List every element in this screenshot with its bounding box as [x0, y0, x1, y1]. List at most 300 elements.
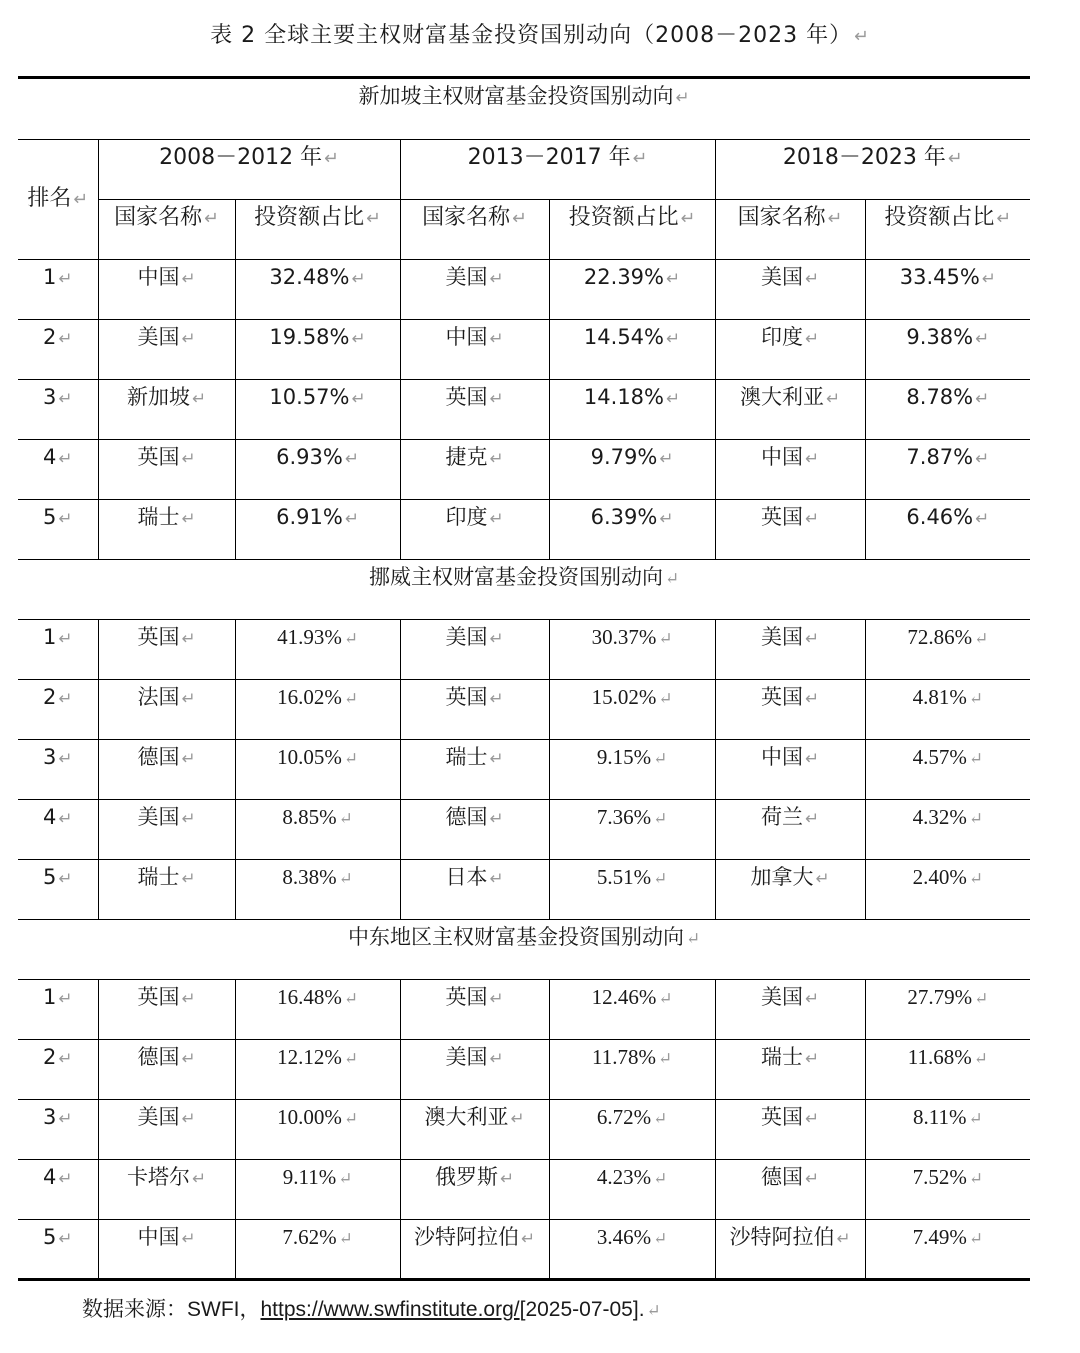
rank-cell-text: 1 [43, 985, 57, 1009]
paragraph-mark-icon: ↵ [512, 209, 527, 229]
share-column-header-text: 投资额占比 [568, 205, 679, 230]
paragraph-mark-icon: ↵ [804, 328, 820, 348]
paragraph-mark-icon: ↵ [653, 1169, 668, 1188]
country-cell-text: 荷兰 [760, 805, 803, 829]
share-cell [865, 500, 1030, 560]
paragraph-mark-icon: ↵ [338, 1229, 353, 1248]
share-cell-text: 14.54% [583, 325, 664, 349]
country-column-header-text: 国家名称 [737, 205, 826, 230]
paragraph-mark-icon: ↵ [181, 808, 196, 828]
country-cell-text: 中国 [137, 1225, 180, 1249]
period-header-text: 2008－2012 年 [159, 145, 323, 170]
country-cell [98, 380, 235, 440]
rank-cell [18, 1160, 98, 1220]
share-cell-text: 33.45% [899, 265, 980, 289]
country-cell [400, 260, 549, 320]
share-cell-text: 11.68% [907, 1045, 972, 1069]
paragraph-mark-icon: ↵ [343, 989, 358, 1008]
caption-text: 表 2 全球主要主权财富基金投资国别动向（2008－2023 年） [210, 23, 853, 48]
share-cell-text: 6.91% [276, 505, 343, 529]
paragraph-mark-icon: ↵ [181, 328, 196, 348]
country-cell [98, 440, 235, 500]
country-cell-text: 瑞士 [445, 745, 488, 769]
country-column-header [98, 200, 235, 260]
country-cell-text: 美国 [760, 625, 803, 649]
table-caption [0, 18, 1080, 54]
paragraph-mark-icon: ↵ [804, 1168, 820, 1188]
table-row [18, 440, 1030, 500]
rank-cell-text: 3 [43, 1105, 57, 1129]
paragraph-mark-icon: ↵ [489, 268, 504, 288]
paragraph-mark-icon: ↵ [181, 988, 196, 1008]
share-cell [865, 1040, 1030, 1100]
table-row [18, 1040, 1030, 1100]
country-cell-text: 英国 [445, 685, 488, 709]
paragraph-mark-icon: ↵ [968, 749, 983, 768]
paragraph-mark-icon: ↵ [343, 629, 358, 648]
share-cell [549, 620, 715, 680]
share-cell [865, 1220, 1030, 1280]
share-cell [549, 800, 715, 860]
rank-cell [18, 260, 98, 320]
rank-cell [18, 320, 98, 380]
paragraph-mark-icon: ↵ [489, 1048, 504, 1068]
paragraph-mark-icon: ↵ [975, 448, 990, 468]
paragraph-mark-icon: ↵ [804, 508, 820, 528]
country-cell [400, 320, 549, 380]
share-column-header [549, 200, 715, 260]
share-cell-text: 9.11% [282, 1165, 337, 1189]
share-cell-text: 4.23% [596, 1165, 652, 1189]
country-cell-text: 加拿大 [750, 865, 814, 889]
section-title-text: 挪威主权财富基金投资国别动向 [369, 565, 664, 589]
paragraph-mark-icon: ↵ [58, 388, 73, 408]
section-title [18, 78, 1030, 140]
share-cell [235, 740, 400, 800]
country-cell [98, 500, 235, 560]
country-cell [715, 1160, 865, 1220]
paragraph-mark-icon: ↵ [181, 268, 196, 288]
share-cell [235, 1100, 400, 1160]
paragraph-mark-icon: ↵ [825, 388, 841, 408]
section-title-row [18, 920, 1030, 980]
table-row [18, 260, 1030, 320]
paragraph-mark-icon: ↵ [947, 149, 963, 169]
share-cell-text: 2.40% [912, 865, 967, 889]
share-cell-text: 7.52% [912, 1165, 967, 1189]
section-title-row [18, 78, 1030, 140]
rank-cell-text: 3 [43, 745, 57, 769]
share-cell [235, 260, 400, 320]
paragraph-mark-icon: ↵ [489, 388, 504, 408]
period-header [400, 140, 715, 200]
share-cell-text: 10.00% [277, 1105, 342, 1129]
country-cell-text: 俄罗斯 [434, 1165, 498, 1189]
paragraph-mark-icon: ↵ [968, 1109, 983, 1128]
share-cell-text: 7.87% [906, 445, 974, 469]
paragraph-mark-icon: ↵ [344, 448, 359, 468]
paragraph-mark-icon: ↵ [653, 749, 668, 768]
country-column-header-text: 国家名称 [422, 205, 511, 230]
share-cell-text: 10.57% [269, 385, 350, 409]
paragraph-mark-icon: ↵ [975, 508, 990, 528]
share-cell [865, 860, 1030, 920]
rank-cell [18, 1100, 98, 1160]
paragraph-mark-icon: ↵ [659, 448, 674, 468]
paragraph-mark-icon: ↵ [58, 868, 73, 888]
share-cell [549, 380, 715, 440]
paragraph-mark-icon: ↵ [58, 808, 73, 828]
paragraph-mark-icon: ↵ [632, 149, 648, 169]
country-cell [400, 680, 549, 740]
paragraph-mark-icon: ↵ [489, 688, 504, 708]
share-cell [549, 1040, 715, 1100]
country-cell-text: 美国 [137, 1105, 180, 1129]
paragraph-mark-icon: ↵ [489, 988, 504, 1008]
rank-cell-text: 1 [43, 265, 57, 289]
country-cell [98, 800, 235, 860]
paragraph-mark-icon: ↵ [804, 988, 820, 1008]
country-cell-text: 英国 [137, 985, 180, 1009]
paragraph-mark-icon: ↵ [343, 689, 358, 708]
share-cell [549, 500, 715, 560]
paragraph-mark-icon: ↵ [58, 748, 73, 768]
table-row [18, 680, 1030, 740]
paragraph-mark-icon: ↵ [499, 1168, 515, 1188]
paragraph-mark-icon: ↵ [489, 868, 504, 888]
source-prefix: 数据来源： [82, 1297, 187, 1321]
share-cell-text: 30.37% [591, 625, 657, 649]
investment-table [18, 76, 1030, 1281]
share-cell-text: 16.48% [277, 985, 342, 1009]
share-cell [235, 860, 400, 920]
share-cell-text: 3.46% [596, 1225, 652, 1249]
country-cell-text: 瑞士 [760, 1045, 803, 1069]
paragraph-mark-icon: ↵ [675, 87, 690, 107]
share-cell [235, 680, 400, 740]
paragraph-mark-icon: ↵ [968, 869, 983, 888]
country-cell-text: 英国 [137, 625, 180, 649]
paragraph-mark-icon: ↵ [653, 869, 668, 888]
country-cell-text: 卡塔尔 [126, 1165, 190, 1189]
paragraph-mark-icon: ↵ [968, 689, 983, 708]
paragraph-mark-icon: ↵ [191, 1168, 207, 1188]
rank-cell [18, 500, 98, 560]
section-title-text: 新加坡主权财富基金投资国别动向 [358, 84, 674, 108]
country-cell-text: 法国 [137, 685, 180, 709]
share-cell [235, 1220, 400, 1280]
paragraph-mark-icon: ↵ [981, 268, 996, 288]
share-cell-text: 6.93% [276, 445, 343, 469]
share-cell [235, 1160, 400, 1220]
paragraph-mark-icon: ↵ [489, 328, 504, 348]
country-cell [715, 980, 865, 1040]
country-cell-text: 英国 [760, 1105, 803, 1129]
country-cell [400, 800, 549, 860]
paragraph-mark-icon: ↵ [58, 508, 73, 528]
share-cell-text: 72.86% [907, 625, 973, 649]
share-cell-text: 5.51% [596, 865, 652, 889]
paragraph-mark-icon: ↵ [181, 628, 196, 648]
paragraph-mark-icon: ↵ [58, 268, 73, 288]
country-cell-text: 美国 [445, 625, 488, 649]
paragraph-mark-icon: ↵ [973, 1049, 988, 1068]
paragraph-mark-icon: ↵ [653, 809, 668, 828]
country-cell [400, 980, 549, 1040]
share-cell [865, 380, 1030, 440]
rank-cell-text: 3 [43, 385, 57, 409]
country-cell [715, 440, 865, 500]
paragraph-mark-icon: ↵ [351, 388, 366, 408]
paragraph-mark-icon: ↵ [815, 868, 830, 888]
paragraph-mark-icon: ↵ [975, 388, 990, 408]
country-cell [98, 980, 235, 1040]
share-cell-text: 10.05% [277, 745, 342, 769]
country-cell-text: 德国 [760, 1165, 803, 1189]
share-cell [235, 620, 400, 680]
share-cell [235, 800, 400, 860]
paragraph-mark-icon: ↵ [181, 1108, 196, 1128]
country-cell [98, 740, 235, 800]
share-cell [865, 800, 1030, 860]
share-cell [865, 260, 1030, 320]
paragraph-mark-icon: ↵ [181, 868, 196, 888]
paragraph-mark-icon: ↵ [974, 629, 989, 648]
paragraph-mark-icon: ↵ [968, 1169, 983, 1188]
share-cell [865, 1160, 1030, 1220]
paragraph-mark-icon: ↵ [181, 688, 196, 708]
share-column-header-text: 投资额占比 [254, 205, 365, 230]
rank-cell [18, 740, 98, 800]
share-column-header-text: 投资额占比 [884, 205, 995, 230]
paragraph-mark-icon: ↵ [653, 1229, 668, 1248]
country-cell [715, 1100, 865, 1160]
paragraph-mark-icon: ↵ [338, 1169, 353, 1188]
share-cell-text: 19.58% [269, 325, 350, 349]
share-cell-text: 11.78% [591, 1045, 656, 1069]
country-cell [715, 1220, 865, 1280]
country-cell [400, 740, 549, 800]
paragraph-mark-icon: ↵ [968, 1229, 983, 1248]
share-cell [235, 980, 400, 1040]
table-row [18, 500, 1030, 560]
paragraph-mark-icon: ↵ [666, 268, 681, 288]
country-cell [400, 1040, 549, 1100]
paragraph-mark-icon: ↵ [489, 628, 504, 648]
section-title [18, 560, 1030, 620]
paragraph-mark-icon: ↵ [366, 209, 381, 229]
country-cell-text: 德国 [445, 805, 488, 829]
country-cell-text: 英国 [760, 505, 803, 529]
paragraph-mark-icon: ↵ [343, 749, 358, 768]
table-row [18, 320, 1030, 380]
paragraph-mark-icon: ↵ [181, 1228, 196, 1248]
paragraph-mark-icon: ↵ [804, 748, 820, 768]
rank-cell-text: 2 [43, 1045, 57, 1069]
country-cell-text: 印度 [445, 505, 488, 529]
country-column-header-text: 国家名称 [114, 205, 203, 230]
share-cell-text: 7.36% [596, 805, 652, 829]
rank-cell [18, 860, 98, 920]
share-cell-text: 32.48% [269, 265, 350, 289]
source-name: SWFI， [187, 1298, 261, 1321]
paragraph-mark-icon: ↵ [58, 1228, 73, 1248]
share-cell [549, 740, 715, 800]
period-header [715, 140, 1030, 200]
paragraph-mark-icon: ↵ [338, 809, 353, 828]
rank-cell [18, 620, 98, 680]
paragraph-mark-icon: ↵ [343, 1049, 358, 1068]
country-cell [715, 860, 865, 920]
country-cell-text: 德国 [137, 745, 180, 769]
share-cell-text: 9.15% [596, 745, 652, 769]
table-row [18, 620, 1030, 680]
country-cell [98, 620, 235, 680]
country-cell [715, 620, 865, 680]
paragraph-mark-icon: ↵ [975, 328, 990, 348]
paragraph-mark-icon: ↵ [58, 688, 73, 708]
paragraph-mark-icon: ↵ [489, 448, 504, 468]
country-cell [400, 380, 549, 440]
country-cell-text: 中国 [445, 325, 488, 349]
rank-cell-text: 2 [43, 325, 57, 349]
paragraph-mark-icon: ↵ [804, 688, 820, 708]
rank-cell-text: 1 [43, 625, 57, 649]
paragraph-mark-icon: ↵ [658, 689, 673, 708]
country-cell [715, 260, 865, 320]
paragraph-mark-icon: ↵ [191, 388, 207, 408]
share-cell-text: 9.79% [590, 445, 658, 469]
share-cell-text: 27.79% [907, 985, 973, 1009]
paragraph-mark-icon: ↵ [324, 149, 339, 169]
source-link[interactable]: https://www.swfinstitute.org/ [260, 1298, 520, 1321]
country-cell-text: 中国 [760, 445, 803, 469]
rank-header-text: 排名 [27, 186, 72, 212]
rank-cell [18, 680, 98, 740]
share-cell [549, 260, 715, 320]
country-cell [400, 440, 549, 500]
table-row [18, 1220, 1030, 1280]
country-cell-text: 英国 [760, 685, 803, 709]
table-row [18, 800, 1030, 860]
paragraph-mark-icon: ↵ [804, 1048, 820, 1068]
paragraph-mark-icon: ↵ [665, 568, 680, 588]
rank-cell-text: 5 [43, 1225, 57, 1249]
rank-cell-text: 4 [43, 445, 57, 469]
table-row [18, 1100, 1030, 1160]
share-cell-text: 12.46% [591, 985, 657, 1009]
share-cell [549, 980, 715, 1040]
section-title-text: 中东地区主权财富基金投资国别动向 [348, 925, 685, 949]
country-cell-text: 新加坡 [126, 385, 190, 409]
paragraph-mark-icon: ↵ [58, 448, 73, 468]
country-cell-text: 英国 [445, 985, 488, 1009]
paragraph-mark-icon: ↵ [658, 989, 673, 1008]
share-cell-text: 16.02% [277, 685, 342, 709]
country-cell [715, 740, 865, 800]
country-cell-text: 瑞士 [137, 505, 180, 529]
share-cell [549, 1100, 715, 1160]
country-cell [715, 1040, 865, 1100]
country-cell [400, 1220, 549, 1280]
paragraph-mark-icon: ↵ [351, 328, 366, 348]
share-cell [235, 320, 400, 380]
country-cell [715, 500, 865, 560]
share-cell [549, 440, 715, 500]
country-column-header [715, 200, 865, 260]
share-cell-text: 8.11% [913, 1105, 967, 1129]
paragraph-mark-icon: ↵ [804, 448, 820, 468]
country-cell-text: 中国 [760, 745, 803, 769]
share-cell-text: 6.39% [590, 505, 658, 529]
share-cell-text: 8.85% [282, 805, 337, 829]
share-cell [549, 320, 715, 380]
share-cell [865, 980, 1030, 1040]
country-cell [98, 260, 235, 320]
table-row [18, 380, 1030, 440]
country-cell-text: 美国 [137, 805, 180, 829]
country-cell-text: 美国 [760, 265, 803, 289]
rank-cell-text: 2 [43, 685, 57, 709]
share-column-header [235, 200, 400, 260]
country-column-header [400, 200, 549, 260]
period-header [98, 140, 400, 200]
rank-cell [18, 1040, 98, 1100]
paragraph-mark-icon: ↵ [520, 1228, 536, 1248]
table-row [18, 860, 1030, 920]
paragraph-mark-icon: ↵ [73, 190, 89, 211]
paragraph-mark-icon: ↵ [666, 388, 681, 408]
table-row [18, 980, 1030, 1040]
paragraph-mark-icon: ↵ [666, 328, 681, 348]
country-cell-text: 沙特阿拉伯 [413, 1225, 519, 1249]
paragraph-mark-icon: ↵ [181, 448, 196, 468]
rank-cell [18, 1220, 98, 1280]
share-cell [235, 500, 400, 560]
country-cell [400, 500, 549, 560]
share-cell-text: 14.18% [583, 385, 664, 409]
country-cell [98, 1100, 235, 1160]
share-cell-text: 6.46% [906, 505, 974, 529]
country-cell-text: 美国 [445, 1045, 488, 1069]
data-source-note [82, 1292, 661, 1326]
country-cell-text: 英国 [445, 385, 488, 409]
paragraph-mark-icon: ↵ [804, 268, 820, 288]
paragraph-mark-icon: ↵ [338, 869, 353, 888]
country-cell [715, 320, 865, 380]
share-cell-text: 4.81% [912, 685, 967, 709]
paragraph-mark-icon: ↵ [804, 628, 820, 648]
country-cell [98, 860, 235, 920]
paragraph-mark-icon: ↵ [854, 27, 870, 47]
paragraph-mark-icon: ↵ [489, 748, 504, 768]
paragraph-mark-icon: ↵ [58, 328, 73, 348]
paragraph-mark-icon: ↵ [58, 1048, 73, 1068]
paragraph-mark-icon: ↵ [804, 1108, 820, 1128]
table-row [18, 1160, 1030, 1220]
country-cell-text: 美国 [760, 985, 803, 1009]
paragraph-mark-icon: ↵ [351, 268, 366, 288]
paragraph-mark-icon: ↵ [58, 1108, 73, 1128]
paragraph-mark-icon: ↵ [658, 629, 673, 648]
paragraph-mark-icon: ↵ [686, 928, 701, 948]
paragraph-mark-icon: ↵ [657, 1049, 673, 1068]
country-cell [98, 680, 235, 740]
paragraph-mark-icon: ↵ [58, 628, 73, 648]
period-header-text: 2013－2017 年 [467, 145, 631, 170]
share-cell-text: 22.39% [583, 265, 664, 289]
country-cell-text: 德国 [137, 1045, 180, 1069]
